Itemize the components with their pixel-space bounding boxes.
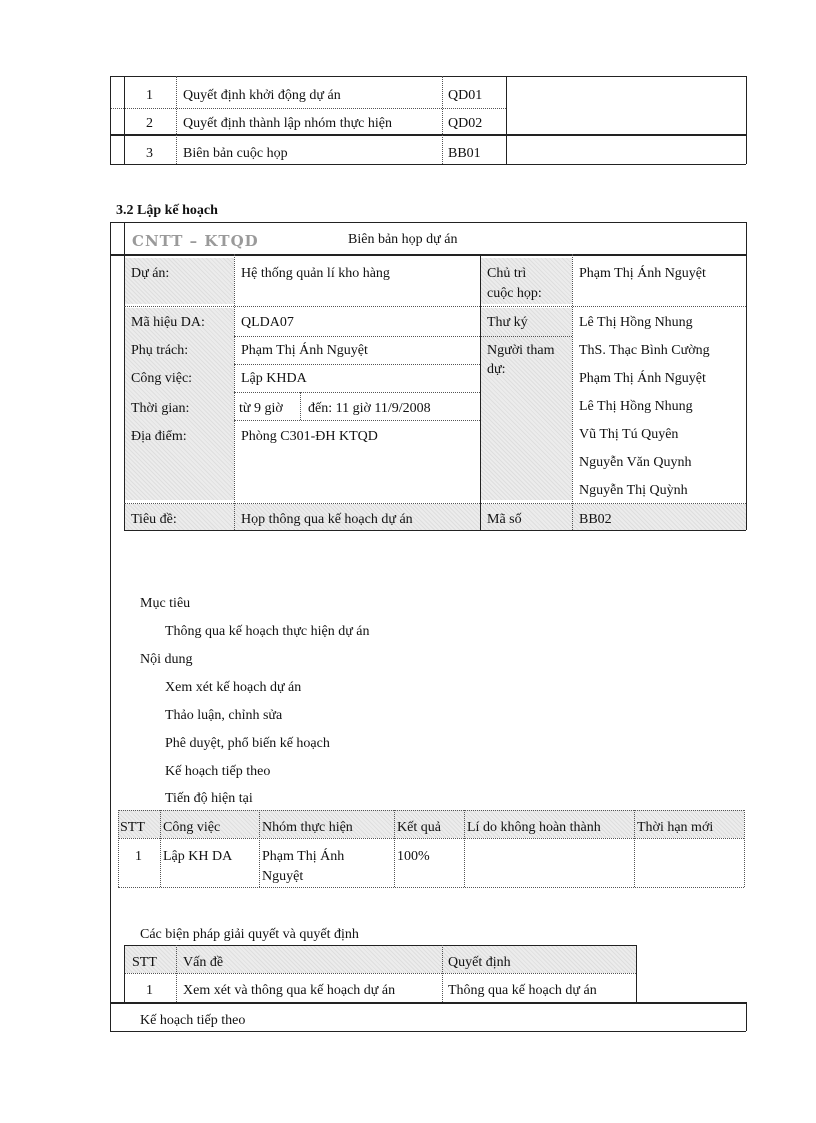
secretary-value: Lê Thị Hồng Nhung bbox=[579, 315, 693, 330]
attendee-5: Nguyễn Văn Quynh bbox=[579, 455, 692, 470]
progress-header-team: Nhóm thực hiện bbox=[262, 820, 353, 835]
owner-label: Phụ trách: bbox=[131, 343, 189, 358]
progress-header-stt: STT bbox=[120, 820, 145, 835]
secretary-label: Thư ký bbox=[487, 315, 528, 330]
objective-item: Thông qua kế hoạch thực hiện dự án bbox=[165, 624, 370, 639]
chair-label-line-2: cuộc họp: bbox=[487, 286, 542, 301]
section-title: 3.2 Lập kế hoạch bbox=[116, 203, 218, 218]
objective-heading: Mục tiêu bbox=[140, 596, 191, 611]
place-value: Phòng C301-ĐH KTQD bbox=[241, 429, 378, 444]
progress-header-reason: Lí do không hoàn thành bbox=[467, 820, 601, 835]
attendees-label-line-2: dự: bbox=[487, 362, 506, 377]
content-item-1: Xem xét kế hoạch dự án bbox=[165, 680, 302, 695]
doc-row-3-name: Biên bản cuộc họp bbox=[183, 146, 288, 161]
doc-row-1-number: 1 bbox=[146, 88, 153, 103]
attendee-2: Phạm Thị Ánh Nguyệt bbox=[579, 371, 706, 386]
logo-text: CNTT – KTQD bbox=[132, 232, 259, 250]
doc-row-3-code: BB01 bbox=[448, 146, 481, 161]
project-label: Dự án: bbox=[131, 266, 170, 281]
project-code-value: QLDA07 bbox=[241, 315, 294, 330]
progress-row-team-line-1: Phạm Thị Ánh bbox=[262, 849, 345, 864]
attendees-label-line-1: Người tham bbox=[487, 343, 555, 358]
progress-header-result: Kết quả bbox=[397, 820, 441, 835]
chair-label-line-1: Chủ trì bbox=[487, 266, 527, 281]
chair-value: Phạm Thị Ánh Nguyệt bbox=[579, 266, 706, 281]
content-item-2: Thảo luận, chỉnh sửa bbox=[165, 708, 283, 723]
content-item-4: Kế hoạch tiếp theo bbox=[165, 764, 271, 779]
doc-row-2-number: 2 bbox=[146, 116, 153, 131]
attendee-3: Lê Thị Hồng Nhung bbox=[579, 399, 693, 414]
time-to: đến: 11 giờ 11/9/2008 bbox=[308, 401, 431, 416]
project-code-label: Mã hiệu DA: bbox=[131, 315, 205, 330]
content-heading: Nội dung bbox=[140, 652, 193, 667]
owner-value: Phạm Thị Ánh Nguyệt bbox=[241, 343, 368, 358]
decision-row-number: 1 bbox=[146, 983, 153, 998]
project-value: Hệ thống quản lí kho hàng bbox=[241, 266, 390, 281]
doc-row-1-name: Quyết định khởi động dự án bbox=[183, 88, 341, 103]
doc-row-2-code: QD02 bbox=[448, 116, 483, 131]
progress-row-team-line-2: Nguyệt bbox=[262, 869, 304, 884]
work-label: Công việc: bbox=[131, 371, 193, 386]
form-title: Biên bản họp dự án bbox=[348, 232, 458, 247]
decision-header-stt: STT bbox=[132, 955, 157, 970]
decision-row-issue: Xem xét và thông qua kế hoạch dự án bbox=[183, 983, 396, 998]
progress-header-deadline: Thời hạn mới bbox=[637, 820, 714, 835]
doc-row-1-code: QD01 bbox=[448, 88, 483, 103]
work-value: Lập KHDA bbox=[241, 371, 307, 386]
subject-value: Họp thông qua kế hoạch dự án bbox=[241, 512, 413, 527]
progress-row-task: Lập KH DA bbox=[163, 849, 233, 864]
progress-row-result: 100% bbox=[397, 849, 430, 864]
next-plan-label: Kế hoạch tiếp theo bbox=[140, 1013, 246, 1028]
time-from: từ 9 giờ bbox=[239, 401, 283, 416]
solutions-heading: Các biện pháp giải quyết và quyết định bbox=[140, 927, 359, 942]
attendee-6: Nguyễn Thị Quỳnh bbox=[579, 483, 688, 498]
subject-label: Tiêu đề: bbox=[131, 512, 177, 527]
progress-header-task: Công việc bbox=[163, 820, 221, 835]
content-item-3: Phê duyệt, phổ biến kế hoạch bbox=[165, 736, 330, 751]
decision-header-decision: Quyết định bbox=[448, 955, 511, 970]
number-value: BB02 bbox=[579, 512, 612, 527]
content-item-5: Tiến độ hiện tại bbox=[165, 791, 253, 806]
time-label: Thời gian: bbox=[131, 401, 190, 416]
attendee-4: Vũ Thị Tú Quyên bbox=[579, 427, 679, 442]
doc-row-3-number: 3 bbox=[146, 146, 153, 161]
attendee-1: ThS. Thạc Bình Cường bbox=[579, 343, 710, 358]
decision-row-decision: Thông qua kế hoạch dự án bbox=[448, 983, 597, 998]
decision-header-issue: Vấn đề bbox=[183, 955, 224, 970]
place-label: Địa điểm: bbox=[131, 429, 187, 444]
number-label: Mã số bbox=[487, 512, 522, 527]
progress-row-number: 1 bbox=[135, 849, 142, 864]
doc-row-2-name: Quyết định thành lập nhóm thực hiện bbox=[183, 116, 392, 131]
